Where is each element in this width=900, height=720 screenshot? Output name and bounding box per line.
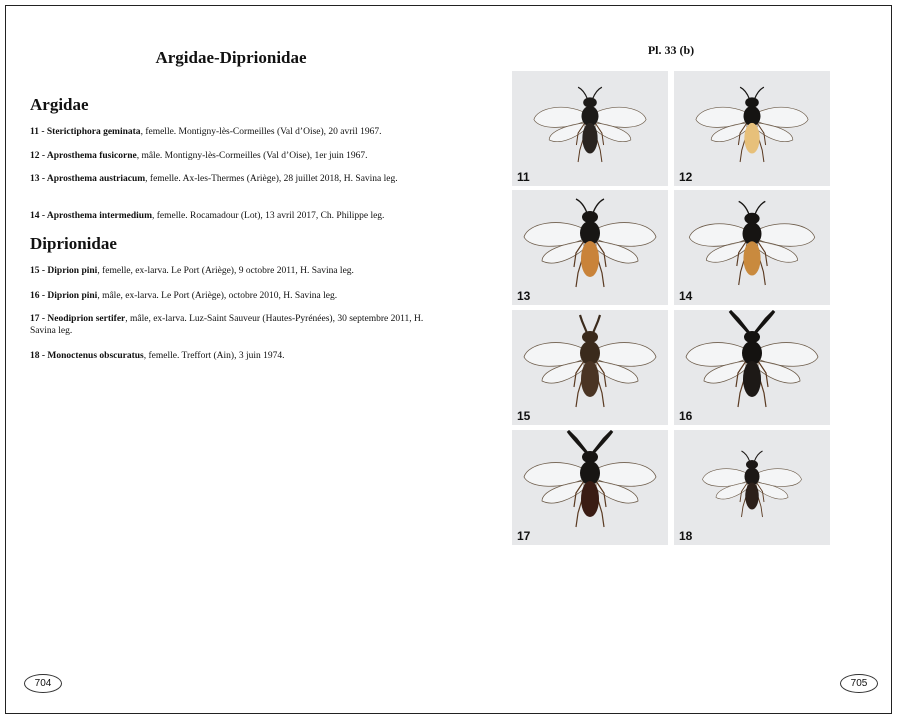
photo-number: 14 (679, 289, 693, 303)
right-antenna (593, 87, 602, 99)
specimen-photo-12 (674, 71, 830, 186)
sawfly-illustration (674, 71, 830, 186)
abdomen (745, 483, 759, 510)
species-name: Aprosthema intermedium (46, 211, 152, 221)
left-antenna (739, 201, 749, 214)
page-number-left: 704 (24, 674, 62, 693)
specimen-photo-14 (674, 190, 830, 305)
sawfly-illustration (512, 310, 668, 425)
left-antenna (740, 87, 749, 99)
species-entry-15 (30, 265, 430, 277)
species-name: Sterictiphora geminata (46, 127, 141, 137)
entry-details: , femelle, ex-larva. Le Port (Ariège), 9 octobre 2011, H. Savina leg. (97, 266, 354, 276)
species-name: Aprosthema fusicorne (46, 151, 137, 161)
right-antenna (754, 451, 762, 462)
entry-number: 11 - (30, 127, 47, 137)
photo-number: 15 (517, 409, 531, 423)
left-antenna (578, 87, 587, 99)
species-entry-11 (30, 126, 430, 138)
species-name: Monoctenus obscuratus (47, 351, 144, 361)
sawfly-illustration (674, 190, 830, 305)
specimen-photo-18 (674, 430, 830, 545)
page-title: Argidae-Diprionidae (155, 48, 307, 67)
species-entry-13 (30, 173, 430, 185)
right-antenna (755, 87, 764, 99)
entry-number: 16 - (30, 291, 48, 301)
entry-number: 13 - (30, 174, 47, 184)
species-name: Aprosthema austriacum (46, 174, 146, 184)
abdomen (581, 481, 599, 517)
entry-number: 17 - (30, 314, 48, 324)
left-antenna (742, 451, 750, 462)
specimen-photo-13 (512, 190, 668, 305)
photo-number: 17 (517, 529, 531, 543)
entry-details: , femelle. Ax-les-Thermes (Ariège), 28 juillet 2018, H. Savina leg. (145, 174, 398, 184)
species-entry-12 (30, 150, 430, 162)
right-antenna (755, 311, 774, 333)
sawfly-illustration (512, 71, 668, 186)
entry-number: 15 - (30, 266, 48, 276)
abdomen (743, 361, 761, 397)
section-heading-diprionidae: Diprionidae (30, 234, 117, 253)
abdomen (581, 361, 599, 397)
photo-number: 18 (679, 529, 693, 543)
species-entry-17 (30, 313, 430, 337)
right-antenna (593, 431, 612, 453)
species-entry-14 (30, 210, 430, 222)
entry-details: , mâle. Montigny-lès-Cormeilles (Val d’Oise), 1er juin 1967. (136, 151, 368, 161)
specimen-photo-17 (512, 430, 668, 545)
specimen-photo-16 (674, 310, 830, 425)
right-antenna (593, 315, 600, 333)
species-name: Neodiprion sertifer (47, 314, 126, 324)
right-antenna (593, 199, 604, 213)
entry-number: 14 - (30, 211, 47, 221)
section-heading-argidae: Argidae (30, 95, 89, 114)
right-antenna (755, 201, 765, 214)
sawfly-illustration (674, 310, 830, 425)
left-antenna (730, 311, 749, 333)
entry-details: , femelle. Treffort (Ain), 3 juin 1974. (143, 351, 285, 361)
species-entry-16 (30, 290, 430, 302)
sawfly-illustration (512, 190, 668, 305)
page-number-right: 705 (840, 674, 878, 693)
entry-number: 12 - (30, 151, 47, 161)
sawfly-illustration (512, 430, 668, 545)
abdomen (743, 241, 760, 275)
species-name: Diprion pini (47, 291, 98, 301)
specimen-photo-15 (512, 310, 668, 425)
species-entry-18 (30, 350, 430, 362)
photo-number: 13 (517, 289, 531, 303)
entry-number: 18 - (30, 351, 48, 361)
plate-title: Pl. 33 (b) (647, 43, 695, 57)
entry-details: , femelle. Rocamadour (Lot), 13 avril 2017, Ch. Philippe leg. (152, 211, 385, 221)
left-antenna (576, 199, 587, 213)
left-antenna (580, 315, 587, 333)
abdomen (744, 123, 759, 154)
left-antenna (568, 431, 587, 453)
abdomen (582, 123, 597, 154)
photo-number: 12 (679, 170, 693, 184)
sawfly-illustration (674, 430, 830, 545)
photo-number: 16 (679, 409, 693, 423)
specimen-photo-11 (512, 71, 668, 186)
species-name: Diprion pini (47, 266, 98, 276)
abdomen (581, 241, 599, 277)
photo-number: 11 (517, 170, 530, 184)
entry-details: , mâle, ex-larva. Luz-Saint Sauveur (Hautes-Pyrénées), 30 septembre 2011, H. Savina leg. (30, 314, 424, 336)
entry-details: , femelle. Montigny-lès-Cormeilles (Val d’Oise), 20 avril 1967. (140, 127, 382, 137)
entry-details: , mâle, ex-larva. Le Port (Ariège), octobre 2010, H. Savina leg. (97, 291, 338, 301)
